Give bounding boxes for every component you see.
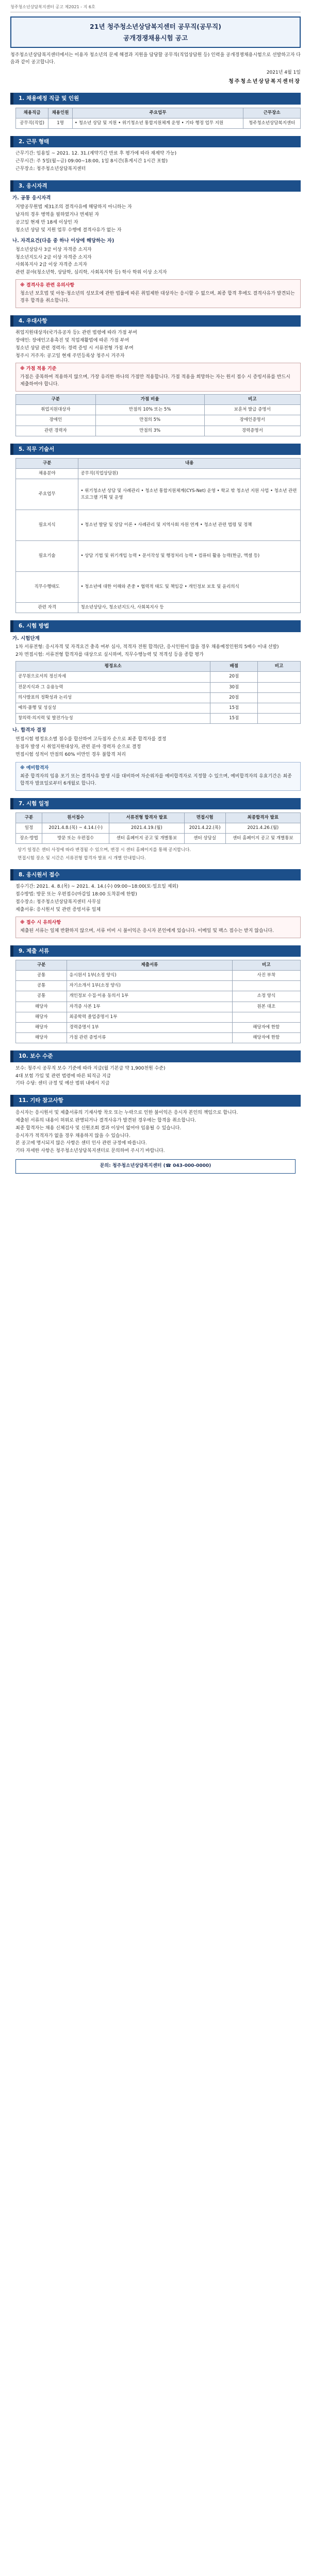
table-cell: 해당자: [16, 1012, 67, 1022]
table-cell: • 청소년 상담 및 지원 • 위기청소년 통합지원체계 운영 • 기타 행정 업무 지원: [72, 118, 243, 128]
table-row: [16, 971, 301, 981]
section-4-heading: 4. 우대사항: [10, 315, 301, 327]
list-item: 근무기간: 임용일 ~ 2021. 12. 31.(계약기간 만료 후 평가에 따라 재계약 가능): [15, 151, 177, 157]
table-cell: 15점: [210, 714, 257, 724]
table-row: [16, 415, 301, 426]
info-title: ※ 예비합격자: [20, 765, 49, 771]
list-item: 본 공고에 명시되지 않은 사항은 센터 인사 관련 규정에 따릅니다.: [15, 1141, 147, 1146]
note: 면접시험 장소 및 시간은 서류전형 합격자 발표 시 개별 안내합니다.: [18, 855, 146, 861]
table-cell: 2021.4.19.(월): [109, 823, 184, 834]
table-row: [16, 572, 301, 603]
table-header: 원서접수: [42, 812, 109, 823]
table-cell: 관련 자격: [16, 603, 78, 613]
table-cell: 20점: [210, 672, 257, 682]
table-header: 채용인원: [48, 108, 73, 118]
notice-text: 가점은 중복하여 적용하지 않으며, 가장 유리한 하나의 가점만 적용합니다. 가점 적용을 희망하는 자는 원서 접수 시 증빙서류를 반드시 제출하여야 합니다.: [20, 375, 290, 387]
list-item: 공고일 현재 만 18세 이상인 자: [15, 220, 78, 225]
table-row: [16, 1023, 301, 1033]
intro-text: 청주청소년상담복지센터에서는 이용자 청소년의 문제 해결과 지원을 담당할 공무직(직업상담원 등) 인력을 공개경쟁채용시험으로 선발하고자 다음과 같이 공고합니다.: [10, 53, 301, 65]
section-9-heading: 9. 제출 서류: [10, 945, 301, 957]
table-row: [16, 1012, 301, 1022]
table-header: 구분: [16, 458, 78, 468]
section-8-heading: 8. 응시원서 접수: [10, 869, 301, 880]
table-header: 배점: [210, 662, 257, 672]
table-cell: [257, 682, 300, 692]
table-cell: 창의력·의지력 및 발전가능성: [16, 714, 210, 724]
table-header: 비고: [232, 960, 300, 970]
list-item: 청소년지도사 2급 이상 자격증 소지자: [15, 255, 92, 260]
table-row: [16, 991, 301, 1002]
subheading: 가. 공통 응시자격: [12, 195, 51, 201]
table-cell: 2021.4.26.(월): [225, 823, 300, 834]
list-item: 청소년상담사 3급 이상 자격증 소지자: [15, 247, 92, 252]
table-cell: 30점: [210, 682, 257, 692]
list-item: 취업지원대상자(국가유공자 등): 관련 법령에 따라 가점 부여: [15, 330, 137, 336]
list-item: 면접시험 평정요소별 점수를 합산하여 고득점자 순으로 최종 합격자를 결정: [15, 737, 167, 742]
table-row: [16, 714, 301, 724]
table-cell: 20점: [210, 692, 257, 703]
issuer: 청주청소년상담복지센터장: [228, 78, 301, 84]
table-cell: 원본 대조: [232, 1002, 300, 1012]
table-cell: 보훈처 발급 증명서: [204, 405, 300, 415]
table-cell: 장애인증명서: [204, 415, 300, 426]
table-row: [16, 703, 301, 714]
table-cell: 만점의 3%: [95, 426, 204, 436]
notice-title: ※ 결격사유 관련 유의사항: [20, 283, 75, 289]
table-cell: 해당자: [16, 1023, 67, 1033]
table-cell: 2021.4.8.(목) ~ 4.14.(수): [42, 823, 109, 834]
table-header: 주요업무: [72, 108, 243, 118]
table-cell: [257, 672, 300, 682]
table-cell: 필요지식: [16, 510, 78, 541]
table-header: 근무장소: [243, 108, 301, 118]
table-header: 내용: [78, 458, 301, 468]
table-cell: 해당자에 한함: [232, 1033, 300, 1043]
table-cell: 응시원서 1부(소정 양식): [67, 971, 232, 981]
list-item: 근무장소: 청주청소년상담복지센터: [15, 166, 86, 172]
table-cell: 채용분야: [16, 469, 78, 479]
table-cell: 센터 상담실: [184, 834, 225, 844]
announcement-date: 2021년 4월 1일: [266, 70, 301, 76]
notice-text: 청소년 보호법 및 아동·청소년의 성보호에 관한 법률에 따른 취업제한 대상자는 응시할 수 없으며, 최종 합격 후에도 결격사유가 발견되는 경우 합격을 취소합니다.: [20, 291, 295, 304]
contact-box: 문의: 청주청소년상담복지센터 (☎ 043-000-0000): [15, 1159, 296, 1174]
table-cell: 해당자: [16, 1033, 67, 1043]
table-cell: • 청소년 발달 및 상담 이론 • 사례관리 및 지역사회 자원 연계 • 청소년 관련 법령 및 정책: [78, 510, 301, 541]
notice-text: 제출된 서류는 일체 반환하지 않으며, 서류 미비 시 불이익은 응시자 본인에게 있습니다. 이메일 및 팩스 접수는 받지 않습니다.: [20, 928, 274, 934]
table-header: 제출서류: [67, 960, 232, 970]
schedule-table: [15, 812, 301, 844]
list-item: 면접시험 성적이 만점의 60% 미만인 경우 불합격 처리: [15, 752, 126, 757]
table-cell: 장애인: [16, 415, 96, 426]
notice-box: [15, 279, 301, 308]
table-row: [16, 118, 301, 128]
table-cell: 해당자: [16, 1002, 67, 1012]
table-cell: [232, 981, 300, 991]
table-cell: 공무직(직업): [16, 118, 48, 128]
table-row: [16, 682, 301, 692]
title-line1: 21년 청주청소년상담복지센터 공무직(공무직): [90, 23, 221, 31]
section-10-heading: 10. 보수 수준: [10, 1050, 301, 1062]
section-5-heading: 5. 직무 기술서: [10, 444, 301, 455]
table-header: 채용직급: [16, 108, 48, 118]
notice-box: [15, 363, 301, 392]
table-row: [16, 405, 301, 415]
job-description-table: [15, 458, 301, 614]
table-cell: 2021.4.22.(목): [184, 823, 225, 834]
table-cell: 최종학력 졸업증명서 1부: [67, 1012, 232, 1022]
table-cell: [257, 692, 300, 703]
note: 상기 일정은 센터 사정에 따라 변경될 수 있으며, 변경 시 센터 홈페이지를 통해 공지합니다.: [18, 848, 191, 853]
table-row: [16, 426, 301, 436]
table-cell: 직무수행태도: [16, 572, 78, 603]
section-2-heading: 2. 근무 형태: [10, 136, 301, 147]
table-cell: • 상담 기법 및 위기개입 능력 • 문서작성 및 행정처리 능력 • 컴퓨터 활용 능력(한글, 엑셀 등): [78, 541, 301, 572]
subheading: 가. 시험단계: [12, 635, 40, 641]
table-row: [16, 981, 301, 991]
table-header: 비고: [257, 662, 300, 672]
list-item: 제출된 서류의 내용이 허위로 판명되거나 결격사유가 발견된 경우에는 합격을 취소합니다.: [15, 1117, 197, 1123]
table-cell: 경력증명서: [204, 426, 300, 436]
table-cell: 개인정보 수집·이용 동의서 1부: [67, 991, 232, 1002]
table-cell: 센터 홈페이지 공고 및 개별통보: [225, 834, 300, 844]
table-header: 구분: [16, 960, 67, 970]
table-header: 면접시험: [184, 812, 225, 823]
table-cell: 자격증 사본 1부: [67, 1002, 232, 1012]
table-cell: 일정: [16, 823, 42, 834]
table-header: 비고: [204, 394, 300, 404]
list-item: 제출서류: 응시원서 및 관련 증빙서류 일체: [15, 907, 101, 912]
notice-box: [15, 917, 301, 938]
list-item: 기타 수당: 센터 규정 및 예산 범위 내에서 지급: [15, 1081, 110, 1087]
table-cell: 공무직(직업상담원): [78, 469, 301, 479]
table-cell: 공통: [16, 971, 67, 981]
table-cell: 장소·방법: [16, 834, 42, 844]
list-item: 보수: 청주시 공무직 보수 기준에 따라 지급(월 기본급 약 1,900천원 수준): [15, 1065, 166, 1071]
table-row: [16, 603, 301, 613]
table-header: 구분: [16, 394, 96, 404]
notice-title: ※ 가점 적용 기준: [20, 366, 57, 372]
table-cell: [232, 1012, 300, 1022]
list-item: 청소년 상담 및 지원 업무 수행에 결격사유가 없는 자: [15, 227, 122, 233]
table-row: [16, 541, 301, 572]
table-row: [16, 510, 301, 541]
table-cell: • 위기청소년 상담 및 사례관리 • 청소년 통합지원체계(CYS-Net) 운영 • 학교 밖 청소년 지원 사업 • 청소년 관련 프로그램 기획 및 운영: [78, 479, 301, 510]
documents-table: [15, 960, 301, 1043]
section-3-heading: 3. 응시자격: [10, 180, 301, 192]
title-box: [10, 16, 301, 48]
list-item: 지방공무원법 제31조의 결격사유에 해당하지 아니하는 자: [15, 205, 132, 210]
subheading: 나. 합격자 결정: [12, 727, 46, 734]
list-item: 최종 합격자는 채용 신체검사 및 신원조회 결과 이상이 없어야 임용될 수 있습니다.: [15, 1125, 182, 1131]
table-cell: 만점의 10% 또는 5%: [95, 405, 204, 415]
table-cell: 해당자에 한함: [232, 1023, 300, 1033]
table-cell: 소정 양식: [232, 991, 300, 1002]
notice-title: ※ 접수 시 유의사항: [20, 920, 61, 925]
list-item: 응시자는 응시원서 및 제출서류의 기재사항 착오 또는 누락으로 인한 불이익은 응시자 본인의 책임으로 합니다.: [15, 1110, 238, 1115]
table-header: 가점 비율: [95, 394, 204, 404]
list-item: 접수방법: 방문 또는 우편접수(마감일 18:00 도착분에 한함): [15, 892, 137, 897]
table-cell: 전문지식과 그 응용능력: [16, 682, 210, 692]
position-table: [15, 108, 301, 129]
section-11-heading: 11. 기타 참고사항: [10, 1095, 301, 1106]
table-cell: 취업지원대상자: [16, 405, 96, 415]
table-cell: 만점의 5%: [95, 415, 204, 426]
list-item: 남자의 경우 병역을 필하였거나 면제된 자: [15, 212, 100, 218]
table-cell: 경력증명서 1부: [67, 1023, 232, 1033]
info-box: [15, 762, 301, 791]
table-header: 서류전형 합격자 발표: [109, 812, 184, 823]
list-item: 청소년 상담 관련 경력자: 경력 증빙 시 서류전형 가점 부여: [15, 346, 134, 351]
table-cell: 자기소개서 1부(소정 양식): [67, 981, 232, 991]
list-item: 4대 보험 가입 및 관련 법령에 따른 퇴직금 지급: [15, 1073, 111, 1079]
list-item: 접수기간: 2021. 4. 8.(목) ~ 2021. 4. 14.(수) 09:00~18:00(토·일요일 제외): [15, 884, 178, 890]
info-text: 최종 합격자의 임용 포기 또는 결격사유 발생 시를 대비하여 차순위자를 예비합격자로 지정할 수 있으며, 예비합격자의 유효기간은 최종 합격자 발표일로부터 6개월로 합니다.: [20, 773, 292, 786]
section-7-heading: 7. 시험 일정: [10, 798, 301, 809]
table-cell: 공통: [16, 981, 67, 991]
table-cell: 사진 부착: [232, 971, 300, 981]
list-item: 기타 자세한 사항은 청주청소년상담복지센터로 문의하여 주시기 바랍니다.: [15, 1148, 165, 1154]
table-cell: 공무원으로서의 정신자세: [16, 672, 210, 682]
table-cell: 예의·품행 및 성실성: [16, 703, 210, 714]
table-cell: [257, 703, 300, 714]
table-cell: 방문 또는 우편접수: [42, 834, 109, 844]
section-6-heading: 6. 시험 방법: [10, 620, 301, 632]
document-number: 청주청소년상담복지센터 공고 제2021 - 지 6호: [10, 4, 301, 12]
list-item: 접수장소: 청주청소년상담복지센터 사무실: [15, 899, 101, 905]
table-cell: 공통: [16, 991, 67, 1002]
table-row: [16, 479, 301, 510]
table-row: [16, 692, 301, 703]
list-item: 2차 면접시험: 서류전형 합격자를 대상으로 실시하며, 직무수행능력 및 적격성 등을 종합 평가: [15, 652, 204, 658]
table-cell: 청소년상담사, 청소년지도사, 사회복지사 등: [78, 603, 301, 613]
table-row: [16, 834, 301, 844]
table-cell: 청주청소년상담복지센터: [243, 118, 301, 128]
list-item: 근무시간: 주 5일(월~금) 09:00~18:00, 1일 8시간(휴게시간 1시간 포함): [15, 159, 168, 164]
list-item: 동점자 발생 시 취업지원대상자, 관련 분야 경력자 순으로 결정: [15, 744, 141, 750]
table-header: 구분: [16, 812, 42, 823]
section-1-heading: 1. 채용예정 직급 및 인원: [10, 93, 301, 104]
table-cell: 의사발표의 정확성과 논리성: [16, 692, 210, 703]
interview-score-table: [15, 661, 301, 724]
table-row: [16, 823, 301, 834]
table-cell: [257, 714, 300, 724]
table-cell: 15점: [210, 703, 257, 714]
table-cell: 필요기술: [16, 541, 78, 572]
table-row: [16, 1033, 301, 1043]
table-row: [16, 469, 301, 479]
list-item: 사회복지사 2급 이상 자격증 소지자: [15, 262, 87, 268]
table-cell: • 청소년에 대한 이해와 존중 • 협력적 태도 및 책임감 • 개인정보 보호 및 윤리의식: [78, 572, 301, 603]
table-row: [16, 1002, 301, 1012]
table-cell: 관련 경력자: [16, 426, 96, 436]
table-cell: 센터 홈페이지 공고 및 개별통보: [109, 834, 184, 844]
list-item: 장애인: 장애인고용촉진 및 직업재활법에 따른 가점 부여: [15, 338, 129, 344]
list-item: 응시자가 적격자가 없을 경우 채용하지 않을 수 있습니다.: [15, 1133, 130, 1139]
title-line2: 공개경쟁채용시험 공고: [123, 33, 188, 42]
table-header: 최종합격자 발표: [225, 812, 300, 823]
table-cell: 1명: [48, 118, 73, 128]
table-header: 평정요소: [16, 662, 210, 672]
table-cell: 가점 관련 증빙서류: [67, 1033, 232, 1043]
table-cell: 주요업무: [16, 479, 78, 510]
list-item: 1차 서류전형: 응시자격 및 자격요건 충족 여부 심사, 적격자 전원 합격(단, 응시인원이 많을 경우 채용예정인원의 5배수 이내 선발): [15, 645, 279, 650]
bonus-table: [15, 394, 301, 436]
list-item: 관련 분야(청소년학, 상담학, 심리학, 사회복지학 등) 학사 학위 이상 소지자: [15, 270, 167, 276]
table-row: [16, 672, 301, 682]
list-item: 청주시 거주자: 공고일 현재 주민등록상 청주시 거주자: [15, 353, 125, 359]
subheading: 나. 자격요건(다음 중 하나 이상에 해당하는 자): [12, 238, 114, 244]
